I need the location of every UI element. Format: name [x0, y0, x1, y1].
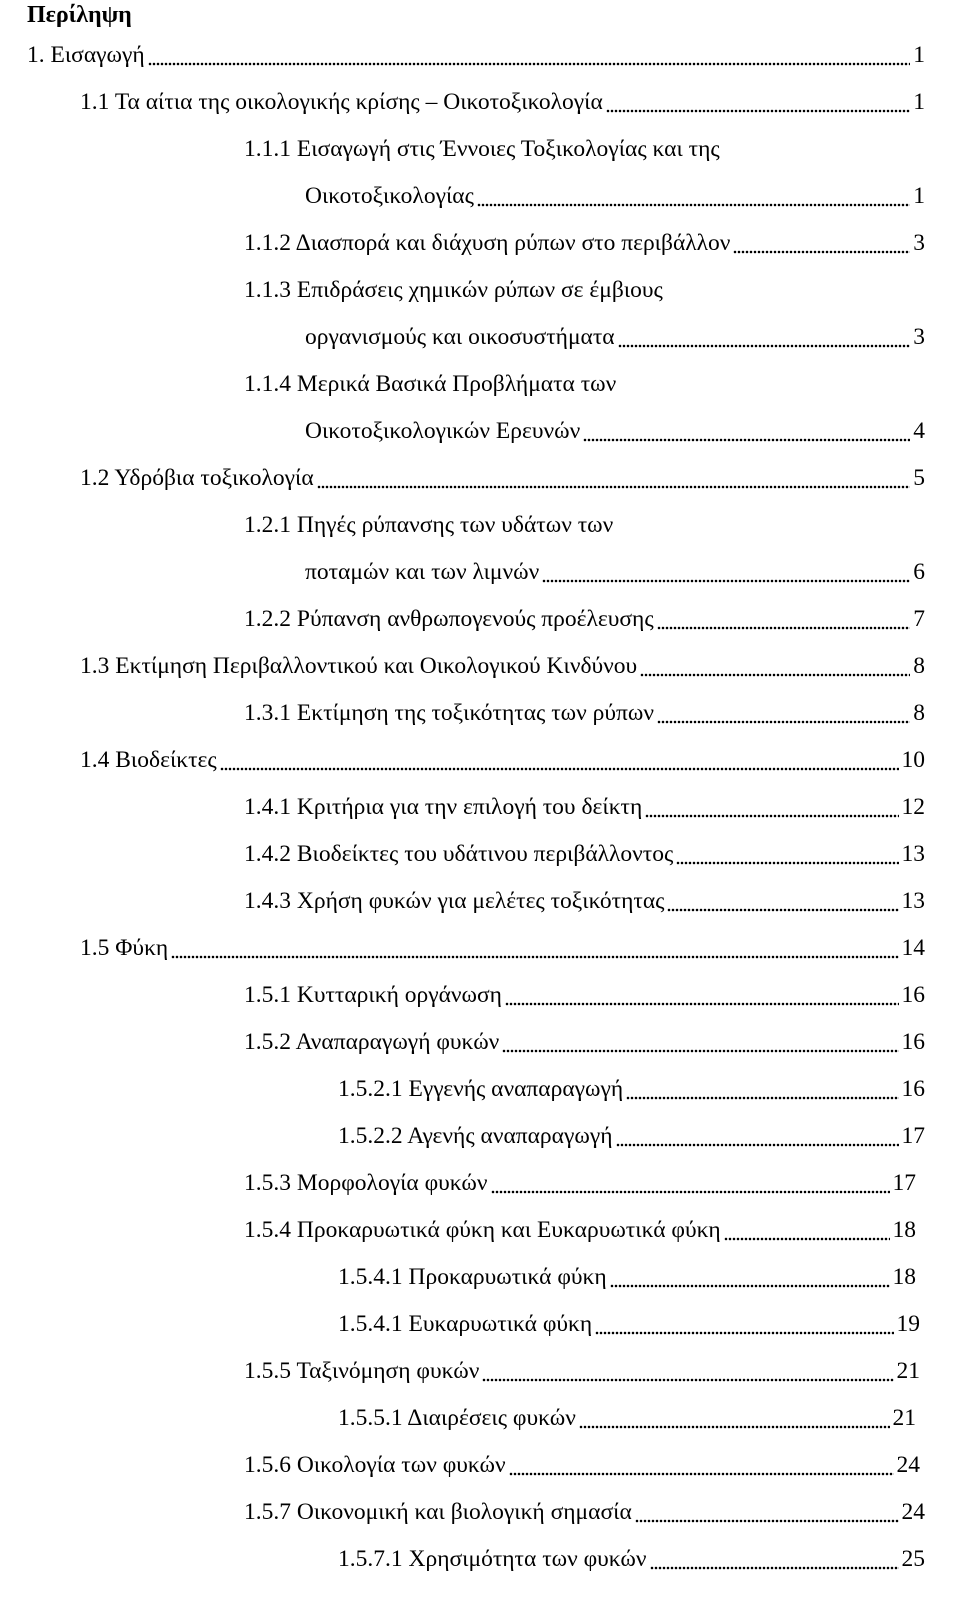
- dot-leader: [477, 197, 910, 207]
- toc-entry-title: 1.2 Υδρόβια τοξικολογία: [80, 465, 314, 491]
- toc-entry-title: 1.4 Βιοδείκτες: [80, 747, 217, 773]
- toc-entry-title: 1.5.4.1 Προκαρυωτικά φύκη: [338, 1264, 607, 1290]
- dot-leader: [606, 103, 910, 113]
- dot-leader: [317, 479, 911, 489]
- toc-entry-title: 1.1 Τα αίτια της οικολογικής κρίσης – Οικοτοξικολογία: [80, 89, 603, 115]
- dot-leader: [640, 667, 910, 677]
- toc-entry[interactable]: [305, 416, 925, 446]
- toc-entry[interactable]: [244, 228, 925, 258]
- toc-entry-page: 1: [913, 42, 925, 68]
- toc-entry-page: 17: [901, 1123, 925, 1149]
- dot-leader: [579, 1419, 890, 1429]
- toc-entry-title[interactable]: 1.2.1 Πηγές ρύπανσης των υδάτων των: [244, 512, 614, 538]
- toc-entry-page: 18: [892, 1264, 916, 1290]
- toc-entry[interactable]: [338, 1403, 916, 1433]
- toc-entry[interactable]: [80, 933, 925, 963]
- dot-leader: [583, 432, 910, 442]
- toc-entry[interactable]: [244, 792, 925, 822]
- dot-leader: [610, 1278, 890, 1288]
- toc-entry-title[interactable]: 1.1.3 Επιδράσεις χημικών ρύπων σε έμβιους: [244, 277, 663, 303]
- dot-leader: [616, 1137, 899, 1147]
- toc-entry[interactable]: [244, 698, 925, 728]
- toc-entry-page: 6: [913, 559, 925, 585]
- toc-entry-title: 1.5.5.1 Διαιρέσεις φυκών: [338, 1405, 576, 1431]
- dot-leader: [220, 761, 899, 771]
- toc-entry-title: 1.5.7.1 Χρησιμότητα των φυκών: [338, 1546, 647, 1572]
- toc-heading: Περίληψη: [27, 2, 132, 28]
- toc-entry-page: 21: [896, 1358, 920, 1384]
- toc-entry-page: 7: [913, 606, 925, 632]
- toc-entry[interactable]: [338, 1262, 916, 1292]
- toc-entry[interactable]: [305, 322, 925, 352]
- toc-entry-page: 17: [892, 1170, 916, 1196]
- dot-leader: [505, 996, 899, 1006]
- toc-entry-title: 1.5.5 Ταξινόμηση φυκών: [244, 1358, 480, 1384]
- toc-entry-page: 1: [913, 89, 925, 115]
- toc-entry-title: 1. Εισαγωγή: [27, 42, 145, 68]
- toc-entry-page: 12: [901, 794, 925, 820]
- toc-entry[interactable]: [244, 1497, 925, 1527]
- dot-leader: [724, 1231, 890, 1241]
- toc-entry-title: 1.3.1 Εκτίμηση της τοξικότητας των ρύπων: [244, 700, 654, 726]
- toc-entry-title: 1.5.1 Κυτταρική οργάνωση: [244, 982, 502, 1008]
- toc-entry-title: 1.5.3 Μορφολογία φυκών: [244, 1170, 488, 1196]
- toc-entry-page: 8: [913, 653, 925, 679]
- toc-entry-title: 1.2.2 Ρύπανση ανθρωπογενούς προέλευσης: [244, 606, 654, 632]
- toc-entry-page: 21: [892, 1405, 916, 1431]
- toc-entry-page: 18: [892, 1217, 916, 1243]
- toc-entry-title: Οικοτοξικολογικών Ερευνών: [305, 418, 581, 444]
- dot-leader: [667, 902, 898, 912]
- toc-entry[interactable]: [338, 1544, 925, 1574]
- dot-leader: [650, 1560, 899, 1570]
- toc-entry[interactable]: [244, 604, 925, 634]
- toc-entry[interactable]: [80, 463, 925, 493]
- toc-entry[interactable]: [80, 651, 925, 681]
- toc-entry-title: Οικοτοξικολογίας: [305, 183, 474, 209]
- toc-entry[interactable]: [244, 1356, 920, 1386]
- dot-leader: [482, 1372, 893, 1382]
- toc-entry[interactable]: [80, 745, 925, 775]
- toc-entry[interactable]: [338, 1121, 925, 1151]
- toc-entry-title: 1.5.4.1 Ευκαρυωτικά φύκη: [338, 1311, 593, 1337]
- toc-entry-page: 13: [901, 888, 925, 914]
- toc-entry[interactable]: [338, 1074, 925, 1104]
- toc-entry-title: 1.5.2.2 Αγενής αναπαραγωγή: [338, 1123, 613, 1149]
- toc-entry-title: 1.5.4 Προκαρυωτικά φύκη και Ευκαρυωτικά φύκη: [244, 1217, 721, 1243]
- dot-leader: [618, 338, 911, 348]
- toc-entry-page: 3: [913, 324, 925, 350]
- dot-leader: [733, 244, 910, 254]
- toc-entry-title[interactable]: 1.1.4 Μερικά Βασικά Προβλήματα των: [244, 371, 617, 397]
- dot-leader: [676, 855, 898, 865]
- toc-entry-title: οργανισμούς και οικοσυστήματα: [305, 324, 615, 350]
- toc-entry-page: 24: [901, 1499, 925, 1525]
- toc-entry-page: 19: [896, 1311, 920, 1337]
- dot-leader: [509, 1466, 894, 1476]
- toc-entry-page: 4: [913, 418, 925, 444]
- toc-entry[interactable]: [27, 40, 925, 70]
- toc-entry-title: 1.5 Φύκη: [80, 935, 169, 961]
- dot-leader: [148, 56, 911, 66]
- dot-leader: [491, 1184, 890, 1194]
- dot-leader: [171, 949, 898, 959]
- toc-entry[interactable]: [305, 181, 925, 211]
- toc-entry[interactable]: [244, 1027, 925, 1057]
- toc-entry-page: 8: [913, 700, 925, 726]
- dot-leader: [502, 1043, 898, 1053]
- toc-entry-title: 1.4.3 Χρήση φυκών για μελέτες τοξικότητας: [244, 888, 665, 914]
- toc-entry-title: 1.3 Εκτίμηση Περιβαλλοντικού και Οικολογικού Κινδύνου: [80, 653, 638, 679]
- toc-entry-title: 1.4.1 Κριτήρια για την επιλογή του δείκτη: [244, 794, 643, 820]
- toc-entry-title: 1.5.2 Αναπαραγωγή φυκών: [244, 1029, 500, 1055]
- toc-entry-title: 1.4.2 Βιοδείκτες του υδάτινου περιβάλλοντος: [244, 841, 674, 867]
- toc-entry-page: 13: [901, 841, 925, 867]
- toc-entry[interactable]: [80, 87, 925, 117]
- dot-leader: [542, 573, 910, 583]
- toc-entry[interactable]: [244, 1450, 920, 1480]
- toc-entry-title[interactable]: 1.1.1 Εισαγωγή στις Έννοιες Τοξικολογίας και της: [244, 136, 720, 162]
- toc-entry-page: 25: [901, 1546, 925, 1572]
- toc-entry-title: 1.5.6 Οικολογία των φυκών: [244, 1452, 506, 1478]
- toc-entry-title: ποταμών και των λιμνών: [305, 559, 540, 585]
- toc-entry[interactable]: [244, 839, 925, 869]
- dot-leader: [626, 1090, 898, 1100]
- toc-entry-page: 10: [901, 747, 925, 773]
- toc-entry-page: 14: [901, 935, 925, 961]
- dot-leader: [595, 1325, 893, 1335]
- toc-entry-title: 1.5.7 Οικονομική και βιολογική σημασία: [244, 1499, 632, 1525]
- toc-entry-page: 16: [901, 1076, 925, 1102]
- dot-leader: [657, 714, 910, 724]
- toc-entry[interactable]: [244, 980, 925, 1010]
- toc-entry-page: 16: [901, 1029, 925, 1055]
- toc-entry-page: 1: [913, 183, 925, 209]
- toc-entry[interactable]: [244, 886, 925, 916]
- dot-leader: [645, 808, 898, 818]
- toc-entry[interactable]: [244, 1215, 916, 1245]
- toc-entry[interactable]: [244, 1168, 916, 1198]
- toc-entry-page: 5: [913, 465, 925, 491]
- toc-entry-page: 24: [896, 1452, 920, 1478]
- toc-entry-title: 1.5.2.1 Εγγενής αναπαραγωγή: [338, 1076, 624, 1102]
- toc-entry-page: 3: [913, 230, 925, 256]
- toc-entry[interactable]: [305, 557, 925, 587]
- toc-entry-page: 16: [901, 982, 925, 1008]
- toc-entry[interactable]: [338, 1309, 920, 1339]
- dot-leader: [635, 1513, 899, 1523]
- toc-entry-title: 1.1.2 Διασπορά και διάχυση ρύπων στο περιβάλλον: [244, 230, 731, 256]
- dot-leader: [657, 620, 911, 630]
